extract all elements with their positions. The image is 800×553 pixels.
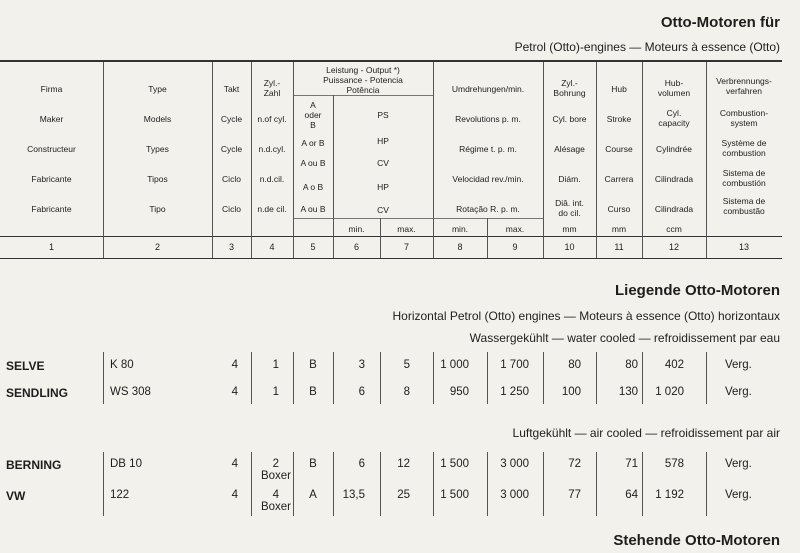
hdr-hub-mm: mm [611, 224, 627, 234]
col-number: 10 [564, 242, 575, 252]
ab-value: B [309, 458, 317, 470]
hdr-zyl-fr: n.d.cyl. [258, 144, 286, 154]
hdr-firma-de: Firma [40, 84, 63, 94]
page-subtitle: Petrol (Otto)-engines — Moteurs à essence (Otto) [514, 40, 780, 54]
model-type: K 80 [110, 359, 134, 371]
maker-name: VW [6, 489, 26, 503]
bore-value: 77 [568, 489, 581, 501]
hdr-unit-cv: CV [377, 158, 389, 168]
hdr-zyl-en: n.of cyl. [257, 114, 287, 124]
bore-value: 100 [561, 386, 581, 398]
zyl-boxer: Boxer [260, 470, 291, 482]
system-value: Verg. [725, 386, 752, 398]
hdr-vol-fr: Cylindrée [656, 144, 692, 154]
ccm-value: 1 192 [655, 489, 684, 501]
power-max: 12 [397, 458, 410, 470]
hdr-firma-en: Maker [39, 114, 64, 124]
hdr-hub-es: Carrera [604, 174, 634, 184]
hdr-hub-pt: Curso [607, 204, 631, 214]
section-air-cooled: Luftgekühlt — air cooled — refroidissement par air [512, 426, 780, 440]
hdr-firma-pt: Fabricante [31, 204, 72, 214]
rpm-max: 3 000 [500, 489, 529, 501]
takt-value: 4 [231, 359, 238, 371]
hdr-umdr-min: min. [451, 224, 469, 234]
hdr-leistung-1: Leistung - Output *) [326, 65, 400, 75]
hdr-verf-en1: Combustion- [719, 108, 769, 118]
power-min: 13,5 [342, 489, 365, 501]
rpm-max: 3 000 [500, 458, 529, 470]
model-type: WS 308 [110, 386, 151, 398]
zyl-value: 2 [272, 458, 279, 470]
col-number: 7 [403, 242, 409, 252]
hdr-bohr-en: Cyl. bore [552, 114, 587, 124]
takt-value: 4 [231, 386, 238, 398]
rpm-max: 1 250 [500, 386, 529, 398]
rpm-min: 1 500 [440, 489, 469, 501]
ccm-value: 578 [664, 458, 684, 470]
hdr-leistung-3: Potência [346, 85, 380, 95]
power-min: 6 [358, 458, 365, 470]
hdr-firma-fr: Constructeur [27, 144, 76, 154]
hdr-vol-en2: capacity [658, 118, 690, 128]
power-min: 3 [358, 359, 365, 371]
row-divider [103, 352, 104, 404]
power-max: 8 [403, 386, 410, 398]
hdr-verf-de2: verfahren [726, 86, 762, 96]
hdr-verf-de1: Verbrennungs- [716, 76, 772, 86]
stroke-value: 64 [625, 489, 638, 501]
hdr-bohr-de2: Bohrung [553, 88, 586, 98]
ab-value: A [309, 489, 317, 501]
hdr-zyl-pt: n.de cil. [257, 204, 287, 214]
hdr-ab-oder: oder [304, 110, 322, 120]
col-number: 13 [738, 242, 749, 252]
hdr-type-en: Models [143, 114, 172, 124]
zyl-value: 1 [272, 359, 279, 371]
hdr-umdr-en: Revolutions p. m. [455, 114, 521, 124]
hdr-vol-en1: Cyl. [666, 108, 682, 118]
hdr-vol-ccm: ccm [666, 224, 682, 234]
bore-value: 72 [568, 458, 581, 470]
section-title-liegende: Liegende Otto-Motoren [615, 282, 780, 299]
hdr-unit-hp: HP [377, 136, 389, 146]
hdr-type-pt: Tipo [149, 204, 166, 214]
hdr-vol-de2: volumen [657, 88, 691, 98]
rpm-min: 1 000 [440, 359, 469, 371]
hdr-bohr-es: Diám. [558, 174, 581, 184]
hdr-umdr-fr: Régime t. p. m. [459, 144, 517, 154]
col-number: 4 [269, 242, 275, 252]
leistung-minmax-rule [293, 218, 433, 219]
hdr-bohr-de1: Zyl.- [561, 78, 578, 88]
hdr-zyl-es: n.d.cil. [259, 174, 285, 184]
model-type: 122 [110, 489, 130, 501]
header-bottom-rule [0, 258, 782, 259]
ccm-value: 1 020 [655, 386, 684, 398]
hdr-umdr-pt: Rotação R. p. m. [456, 204, 520, 214]
hdr-verf-es2: combustión [722, 178, 766, 188]
hdr-bohr-pt1: Diâ. int. [555, 198, 584, 208]
leistung-rule [293, 95, 433, 96]
maker-name: SENDLING [6, 386, 69, 400]
power-max: 25 [397, 489, 410, 501]
maker-name: SELVE [6, 359, 45, 373]
hdr-hub-en: Stroke [606, 114, 632, 124]
stroke-value: 130 [618, 386, 638, 398]
hdr-unit-ps: PS [377, 110, 389, 120]
system-value: Verg. [725, 359, 752, 371]
row-divider [706, 452, 707, 516]
hdr-verf-pt1: Sistema de [722, 196, 766, 206]
hdr-verf-pt2: combustão [723, 206, 765, 216]
col-number: 1 [48, 242, 54, 252]
hdr-hub-de: Hub [611, 84, 627, 94]
row-divider [706, 352, 707, 404]
hdr-vol-es: Cilindrada [654, 174, 694, 184]
hdr-type-es: Tipos [147, 174, 168, 184]
col-number: 2 [154, 242, 160, 252]
col-number: 6 [353, 242, 359, 252]
takt-value: 4 [231, 458, 238, 470]
section-water-cooled: Wassergekühlt — water cooled — refroidissement par eau [469, 331, 780, 345]
col-number: 11 [614, 242, 624, 252]
hdr-vol-de1: Hub- [664, 78, 684, 88]
hdr-takt-pt: Ciclo [222, 204, 241, 214]
hdr-zyl-de2: Zahl [263, 88, 281, 98]
hdr-leistung-min: min. [348, 224, 365, 234]
zyl-value: 1 [272, 386, 279, 398]
system-value: Verg. [725, 489, 752, 501]
rpm-min: 950 [449, 386, 469, 398]
ccm-value: 402 [664, 359, 684, 371]
hdr-unit-hp2: HP [377, 182, 389, 192]
col-number: 3 [228, 242, 234, 252]
hdr-takt-es: Ciclo [222, 174, 241, 184]
hdr-umdr-es: Velocidad rev./min. [452, 174, 524, 184]
system-value: Verg. [725, 458, 752, 470]
hdr-ab-b: B [310, 120, 316, 130]
hdr-zyl-de1: Zyl.- [263, 78, 281, 88]
stroke-value: 71 [625, 458, 638, 470]
hdr-verf-en2: system [730, 118, 758, 128]
hdr-bohr-fr: Alésage [554, 144, 585, 154]
rpm-max: 1 700 [500, 359, 529, 371]
stroke-value: 80 [625, 359, 638, 371]
page-title: Otto-Motoren für [660, 14, 780, 31]
ab-value: B [309, 386, 317, 398]
power-max: 5 [403, 359, 410, 371]
rpm-min: 1 500 [440, 458, 469, 470]
col-number: 9 [512, 242, 518, 252]
col-number: 8 [457, 242, 463, 252]
col-number: 12 [668, 242, 679, 252]
hdr-ab-pt: A ou B [300, 204, 326, 214]
hdr-takt-fr: Cycle [220, 144, 243, 154]
hdr-firma-es: Fabricante [31, 174, 72, 184]
power-min: 6 [358, 386, 365, 398]
hdr-hub-fr: Course [605, 144, 633, 154]
header-top-rule [0, 60, 782, 62]
hdr-ab-fr: A ou B [300, 158, 326, 168]
header-mid-rule [0, 236, 782, 237]
hdr-leistung-2: Puissance - Potencia [323, 75, 403, 85]
hdr-bohr-pt2: do cil. [558, 208, 581, 218]
row-divider [103, 452, 104, 516]
hdr-ab-a: A [310, 100, 316, 110]
footer-section-title: Stehende Otto-Motoren [613, 532, 780, 549]
hdr-type-de: Type [148, 84, 167, 94]
hdr-ab-es: A o B [302, 182, 324, 192]
hdr-umdr-de: Umdrehungen/min. [451, 84, 525, 94]
hdr-verf-fr1: Système de [721, 138, 767, 148]
ab-value: B [309, 359, 317, 371]
section-subtitle-liegende: Horizontal Petrol (Otto) engines — Moteurs à essence (Otto) horizontaux [392, 309, 780, 323]
hdr-verf-fr2: combustion [722, 148, 766, 158]
hdr-takt-en: Cycle [220, 114, 243, 124]
zyl-value: 4 [272, 489, 279, 501]
maker-name: BERNING [6, 458, 62, 472]
hdr-unit-cv2: CV [377, 205, 389, 215]
takt-value: 4 [231, 489, 238, 501]
hdr-vol-pt: Cilindrada [654, 204, 694, 214]
zyl-boxer: Boxer [260, 501, 291, 513]
hdr-leistung-max: max. [397, 224, 416, 234]
hdr-type-fr: Types [146, 144, 169, 154]
hdr-verf-es1: Sistema de [722, 168, 766, 178]
hdr-takt-de: Takt [223, 84, 240, 94]
col-number: 5 [310, 242, 316, 252]
hdr-umdr-max: max. [505, 224, 525, 234]
hdr-bohr-mm: mm [562, 224, 577, 234]
model-type: DB 10 [110, 458, 142, 470]
hdr-ab-en: A or B [301, 138, 325, 148]
bore-value: 80 [568, 359, 581, 371]
umdrehung-minmax-rule [433, 218, 543, 219]
